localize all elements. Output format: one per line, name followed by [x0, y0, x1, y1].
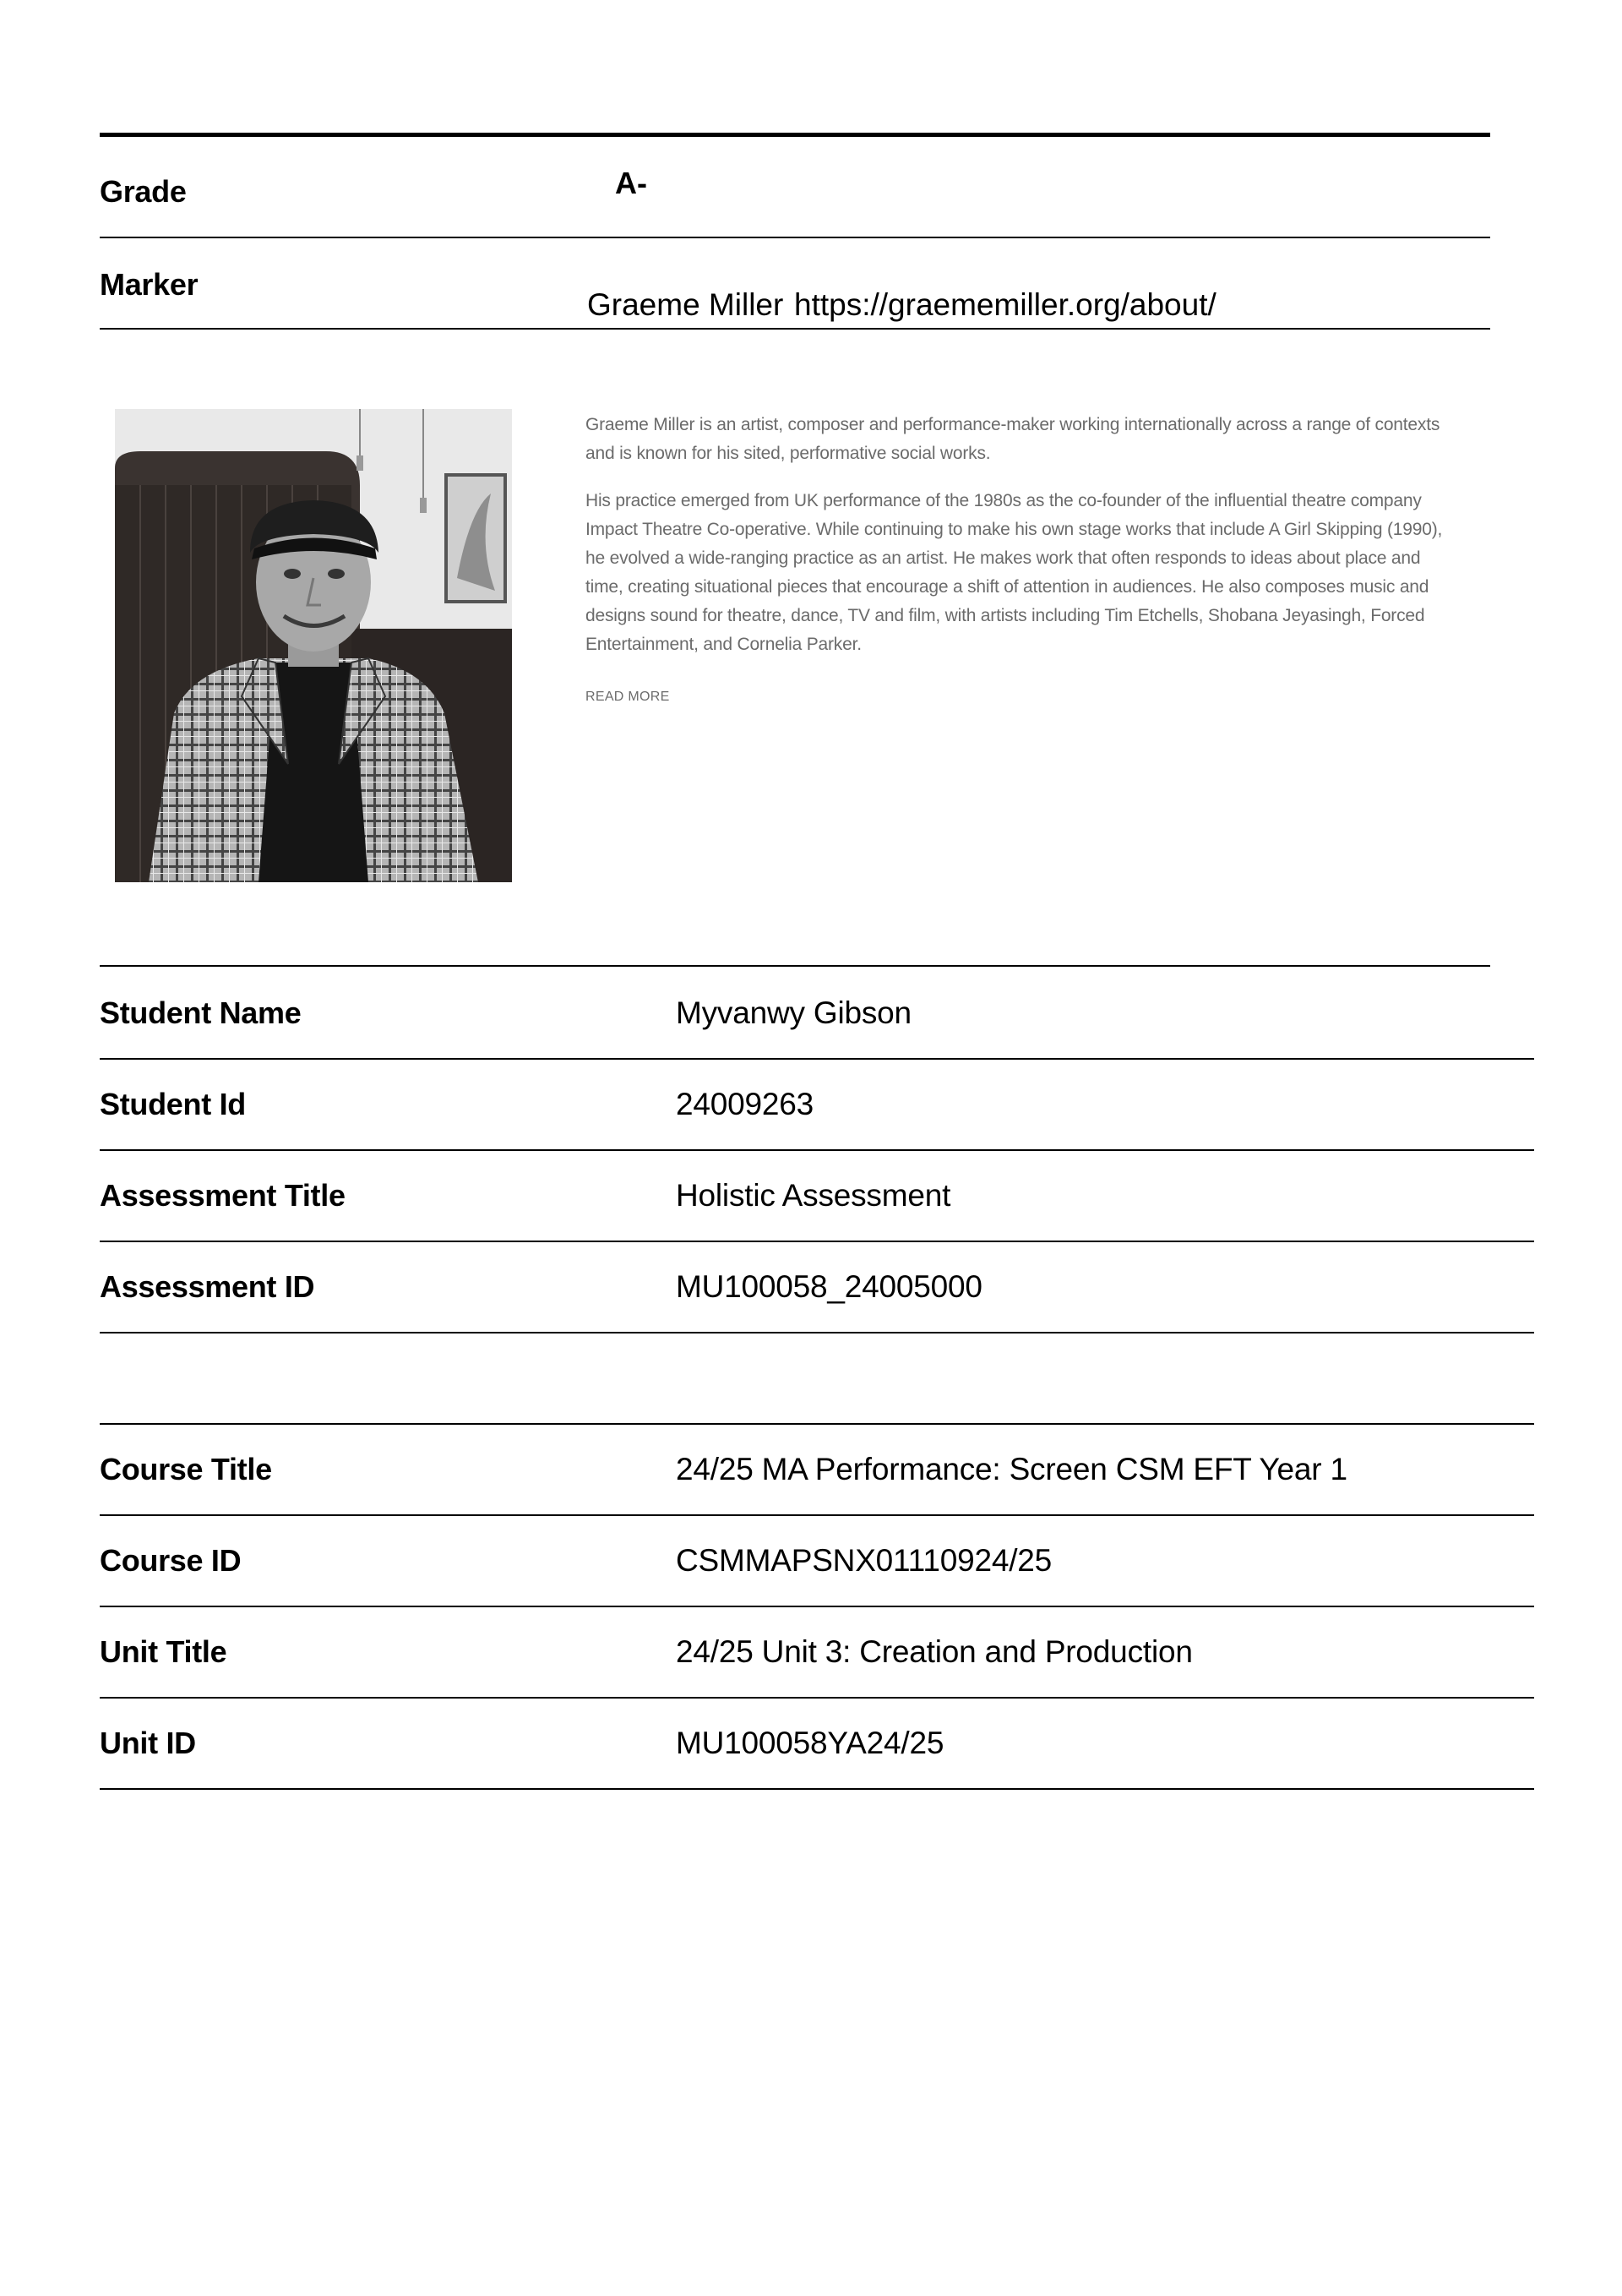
student-id-value: 24009263	[676, 1087, 814, 1121]
grade-label: Grade	[100, 174, 187, 209]
course-title-label: Course Title	[100, 1452, 272, 1486]
student-id-label: Student Id	[100, 1087, 246, 1121]
course-top-rule	[100, 1423, 1534, 1425]
bio-paragraph-1: Graeme Miller is an artist, composer and performance-maker working internationally across a range of contexts and is known for his sited, performative social works.	[585, 415, 1440, 463]
marker-url: https://graememiller.org/about/	[794, 287, 1216, 322]
student-name-value: Myvanwy Gibson	[676, 995, 912, 1030]
student-top-rule	[100, 965, 1490, 967]
assessment-id-divider	[100, 1332, 1534, 1333]
assessment-id-label: Assessment ID	[100, 1269, 315, 1304]
bio-paragraph-2: His practice emerged from UK performance of the 1980s as the co-founder of the influential theatre company Impact Theatre Co-operative. While continuing to make his own stage works that include A Girl Skipping (1990), he evolved a wide-ranging practice as an artist. He makes work that often responds to ideas about place and time, creating situational pieces that encourage a shift of attention in audiences. He also composes music and designs sound for theatre, dance, TV and film, with artists including Tim Etchells, Shobana Jeyasingh, Forced Entertainment, and Cornelia Parker.	[585, 491, 1443, 654]
unit-title-divider	[100, 1697, 1534, 1699]
student-name-divider	[100, 1058, 1534, 1060]
student-id-divider	[100, 1149, 1534, 1151]
unit-id-divider	[100, 1788, 1534, 1790]
grade-value: A-	[615, 166, 647, 200]
unit-id-value: MU100058YA24/25	[676, 1726, 944, 1760]
course-title-value: 24/25 MA Performance: Screen CSM EFT Year 1	[676, 1452, 1347, 1486]
course-id-value: CSMMAPSNX01110924/25	[676, 1543, 1053, 1578]
read-more-link[interactable]: READ MORE	[585, 690, 670, 704]
unit-id-label: Unit ID	[100, 1726, 196, 1760]
marker-name: Graeme Miller	[587, 287, 784, 322]
assessment-title-value: Holistic Assessment	[676, 1178, 951, 1213]
marker-divider	[100, 328, 1490, 330]
grade-divider	[100, 237, 1490, 238]
marker-bio	[585, 411, 1456, 712]
marker-portrait-photo	[115, 409, 512, 882]
top-rule	[100, 133, 1490, 137]
assessment-title-label: Assessment Title	[100, 1178, 346, 1213]
course-id-label: Course ID	[100, 1543, 242, 1578]
marker-label: Marker	[100, 267, 199, 302]
unit-title-label: Unit Title	[100, 1634, 227, 1669]
assessment-id-value: MU100058_24005000	[676, 1269, 982, 1304]
course-id-divider	[100, 1606, 1534, 1607]
assessment-title-divider	[100, 1241, 1534, 1242]
unit-title-value: 24/25 Unit 3: Creation and Production	[676, 1634, 1193, 1669]
course-title-divider	[100, 1514, 1534, 1516]
student-name-label: Student Name	[100, 995, 302, 1030]
